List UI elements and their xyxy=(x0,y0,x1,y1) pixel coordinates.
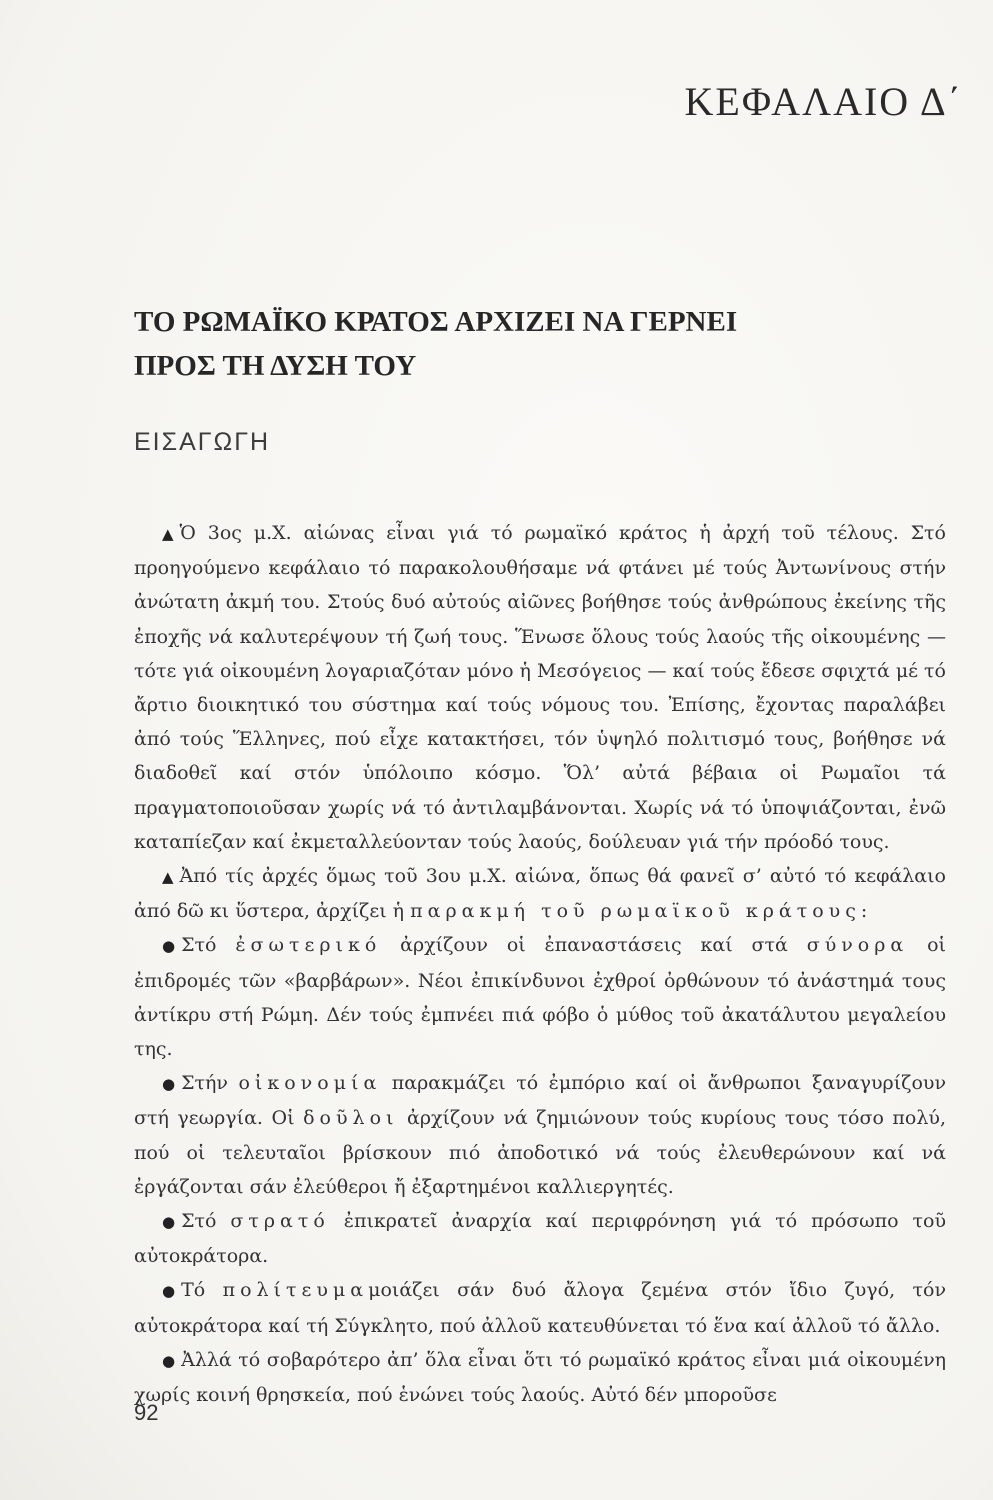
paragraph-2 xyxy=(134,859,946,928)
paragraph-3-spaced-d: σύνορα xyxy=(806,934,909,957)
paragraph-1-text: Ὁ 3ος μ.Χ. αἰώνας εἶναι γιά τό ρωμαϊκό κράτος ἡ ἀρχή τοῦ τέλους. Στό προηγούμενο κεφάλαιο τό παρακολουθήσαμε νά φτάνει μέ τούς Ἀντωνίνους στήν ἀνώτατη ἀκμή του. Στούς δυό αὐτούς αἰῶνες βοήθησε τούς ἀνθρώπους ἐκείνης τῆς ἐποχῆς νά καλυτερέψουν τή ζωή τους. Ἕνωσε ὅλους τούς λαούς τῆς οἰκουμένης — τότε γιά οἰκουμένη λογαριαζόταν μόνο ἡ Μεσόγειος — καί τούς ἔδεσε σφιχτά μέ τό ἄρτιο διοικητικό του σύστημα καί τούς νόμους του. Ἐπίσης, ἔχοντας παραλάβει ἀπό τούς Ἕλληνες, πού εἶχε κατακτήσει, τόν ὑψηλό πολιτισμό τους, βοήθησε νά διαδοθεῖ καί στόν ὑπόλοιπο κόσμο. Ὅλ’ αὐτά βέβαια οἱ Ρωμαῖοι τά πραγματοποιοῦσαν χωρίς νά τό ἀντιλαμβάνονται. Χωρίς νά τό ὑποψιάζονται, ἐνῶ καταπίεζαν καί ἐκμεταλλεύονταν τούς λαούς, δούλευαν γιά τήν πρόοδό τους. xyxy=(134,522,946,853)
chapter-label: ΚΕΦΑΛΑΙΟ Δ΄ xyxy=(684,79,963,124)
section-heading: ΕΙΣΑΓΩΓΗ xyxy=(134,428,271,456)
bullet-marker-icon: ● xyxy=(162,1351,176,1370)
paragraph-3-text-a: Στό xyxy=(181,934,217,957)
paragraph-3-text-e: οἱ ἐπιδρομές τῶν «βαρβάρων». Νέοι ἐπικίνδυνοι ἐχθροί ὀρθώνουν τό ἀνάστημά τους ἀντίκρυ στή Ρώμη. Δέν τούς ἐμπνέει πιά φόβο ὁ μύθος τοῦ ἀκατάλυτου μεγαλείου της. xyxy=(134,934,946,1061)
bullet-marker-icon: ● xyxy=(162,1282,176,1301)
bullet-marker-icon: ● xyxy=(162,1213,176,1232)
bullet-marker-icon: ● xyxy=(162,937,176,956)
paragraph-2-spaced-text: παρακμή τοῦ ρωμαϊκοῦ κράτους: xyxy=(410,900,873,923)
paragraph-3 xyxy=(134,928,946,1066)
paragraph-1 xyxy=(134,516,946,859)
paragraph-4-text-c: παρακμάζει τό ἐμπόριο καί οἱ ἄνθρωποι ξαναγυρίζουν στή γεωργία. Οἱ xyxy=(134,1072,947,1130)
chapter-title-line-1: ΤΟ ΡΩΜΑΪΚΟ ΚΡΑΤΟΣ ΑΡΧΙΖΕΙ ΝΑ ΓΕΡΝΕΙ xyxy=(134,306,738,338)
paragraph-4 xyxy=(134,1066,946,1204)
bullet-marker-icon: ● xyxy=(162,1075,176,1094)
paragraph-6-spaced-b: πολίτευμα xyxy=(222,1279,369,1302)
paragraph-7-text: Ἀλλά τό σοβαρότερο ἀπ’ ὅλα εἶναι ὅτι τό ρωμαϊκό κράτος εἶναι μιά οἰκουμένη χωρίς κοινή θρησκεία, πού ἑνώνει τούς λαούς. Αὐτό δέν μποροῦσε xyxy=(134,1348,946,1407)
paragraph-6 xyxy=(134,1273,946,1342)
paragraph-5 xyxy=(134,1204,946,1273)
chapter-title xyxy=(134,300,894,388)
paragraph-2-text: Ἀπό τίς ἀρχές ὅμως τοῦ 3ου μ.Χ. αἰώνα, ὅπως θά φανεῖ σ’ αὐτό τό κεφάλαιο ἀπό δῶ κι ὕστερα, ἀρχίζει ἡ xyxy=(134,865,946,923)
triangle-marker-icon: ▲ xyxy=(162,525,174,543)
paragraph-4-text-a: Στήν xyxy=(181,1072,228,1095)
body-text xyxy=(134,516,946,1412)
paragraph-5-spaced-b: στρατό xyxy=(230,1210,330,1233)
paragraph-5-text-a: Στό xyxy=(181,1210,217,1233)
chapter-title-line-2: ΠΡΟΣ ΤΗ ΔΥΣΗ ΤΟΥ xyxy=(134,350,417,382)
paragraph-7 xyxy=(134,1343,946,1412)
paragraph-4-spaced-d: δοῦλοι xyxy=(303,1107,399,1130)
paragraph-5-text-c: ἐπικρατεῖ ἀναρχία καί περιφρόνηση γιά τό πρόσωπο τοῦ αὐτοκράτορα. xyxy=(134,1210,947,1268)
triangle-marker-icon: ▲ xyxy=(162,868,174,887)
paragraph-3-text-c: ἀρχίζουν οἱ ἐπαναστάσεις καί στά xyxy=(400,934,788,957)
page-number: 92 xyxy=(134,1400,159,1425)
paragraph-4-spaced-b: οἰκονομία xyxy=(238,1072,382,1095)
paragraph-6-text-c: μοιάζει σάν δυό ἄλογα ζεμένα στόν ἴδιο ζυγό, τόν αὐτοκράτορα καί τή Σύγκλητο, πού ἀλλοῦ κατευθύνεται τό ἕνα καί ἀλλοῦ τό ἄλλο. xyxy=(134,1279,946,1337)
paragraph-4-text-e: ἀρχίζουν νά ζημιώνουν τούς κυρίους τους τόσο πολύ, πού οἱ τελευταῖοι βρίσκουν πιό ἀποδοτικό νά τούς ἐλευθερώνουν καί νά ἐργάζονται σάν ἐλεύθεροι ἤ ἐξαρτημένοι καλλιεργητές. xyxy=(134,1107,946,1198)
paragraph-6-text-a: Τό xyxy=(181,1279,206,1302)
paragraph-3-spaced-b: ἐσωτερικό xyxy=(235,934,382,957)
